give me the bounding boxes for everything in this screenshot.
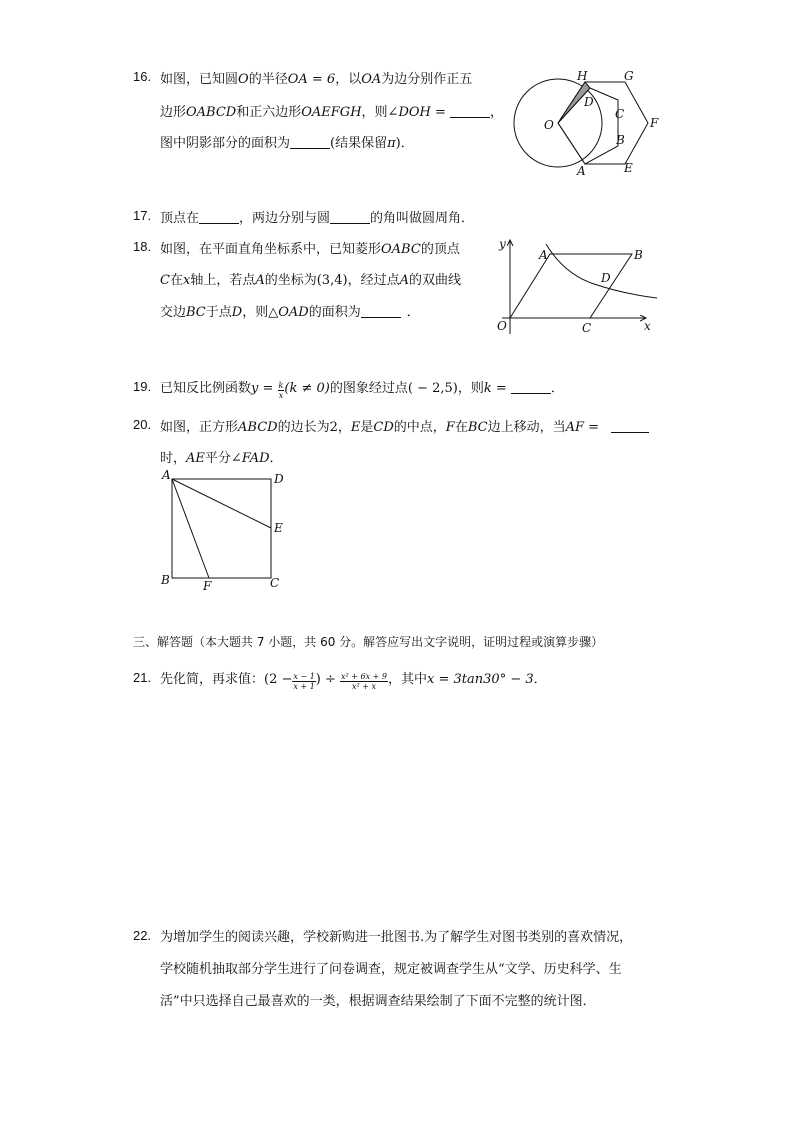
q19-text: ． xyxy=(550,381,564,396)
q18-text: 的坐标为 xyxy=(264,273,317,288)
q19-text: ，则 xyxy=(457,381,484,396)
q18-math: (3,4) xyxy=(316,273,348,288)
q17-text: 的角叫做圆周角． xyxy=(370,211,475,226)
q16-label-A: A xyxy=(577,164,586,178)
q20-text: 的中点， xyxy=(393,420,446,435)
answer-blank[interactable] xyxy=(361,305,401,318)
q16-hexagon xyxy=(558,82,648,164)
q17-number: 17. xyxy=(133,208,152,223)
q18-math: D xyxy=(231,305,243,320)
q20-text: ， xyxy=(337,420,351,435)
section-heading: 三、解答题（本大题共 7 小题，共 60 分。解答应写出文字说明，证明过程或演算步骤） xyxy=(133,635,604,649)
q18-figure xyxy=(494,234,662,338)
q20-text: 如图，正方形 xyxy=(160,420,239,435)
q20-label-D: D xyxy=(274,472,284,486)
q21-line xyxy=(160,668,547,691)
q18-line-1 xyxy=(160,238,460,257)
q18-text: ． xyxy=(406,305,420,320)
q16-line-2 xyxy=(160,101,503,120)
q20-math: BC xyxy=(467,420,488,435)
q16-text: ，则∠ xyxy=(361,105,399,120)
q16-math: π xyxy=(387,136,396,151)
q18-math: OAD xyxy=(278,305,309,320)
q19-text: 的图象经过点 xyxy=(329,381,408,396)
q18-text: 于点 xyxy=(205,305,232,320)
q21-text: ，其中 xyxy=(388,672,428,687)
q22-line-3: 活”中只选择自己最喜欢的一类，根据调查结果绘制了下面不完整的统计图． xyxy=(160,994,596,1009)
q20-number: 20. xyxy=(133,417,152,432)
q16-label-O: O xyxy=(544,118,554,132)
answer-blank[interactable] xyxy=(199,211,239,224)
q18-math: A xyxy=(255,273,265,288)
q16-math: OA = 6 xyxy=(287,72,336,87)
q16-math: O xyxy=(238,72,249,87)
q19-number: 19. xyxy=(133,379,152,394)
q20-square xyxy=(172,479,271,578)
q18-text: 如图，在平面直角坐标系中，已知菱形 xyxy=(160,242,382,257)
q16-label-G: G xyxy=(624,69,634,83)
q18-label-y: y xyxy=(499,237,506,251)
q19-math: k = xyxy=(483,381,511,396)
q19-math: ( − 2,5) xyxy=(407,381,458,396)
q20-label-E: E xyxy=(274,521,283,535)
q16-label-D: D xyxy=(584,95,594,109)
q22-number: 22. xyxy=(133,928,152,943)
q16-text: ，以 xyxy=(335,72,362,87)
q16-label-E: E xyxy=(624,161,633,175)
q18-text: 的双曲线 xyxy=(408,273,461,288)
q16-line-1 xyxy=(160,68,472,87)
q18-number: 18. xyxy=(133,239,152,254)
q17-text: ，两边分别与圆 xyxy=(239,211,331,226)
q18-math: x xyxy=(182,273,191,288)
q20-label-B: B xyxy=(161,573,170,587)
q18-text: 交边 xyxy=(160,305,187,320)
q20-line-1 xyxy=(160,416,649,435)
q20-line-2 xyxy=(160,447,283,466)
q20-segment-AE xyxy=(172,479,271,528)
q18-math: C xyxy=(160,273,170,288)
q18-text: ，则△ xyxy=(242,305,279,320)
q18-label-A: A xyxy=(539,248,548,262)
frac-denominator: x + 1 xyxy=(293,682,315,691)
q18-label-O: O xyxy=(497,319,507,333)
q18-label-C: C xyxy=(582,321,592,335)
q20-math: CD xyxy=(373,420,394,435)
q16-text: 的半径 xyxy=(248,72,288,87)
q16-figure xyxy=(508,66,668,178)
q20-label-F: F xyxy=(203,579,212,593)
q20-text: 在 xyxy=(454,420,468,435)
q21-text: ． xyxy=(533,672,547,687)
frac-denominator: x xyxy=(278,391,284,400)
q16-text: 图中阴影部分的面积为 xyxy=(160,136,291,151)
q22-line-1: 为增加学生的阅读兴趣，学校新购进一批图书.为了解学生对图书类别的喜欢情况， xyxy=(160,930,633,945)
q18-label-x: x xyxy=(644,319,651,333)
q18-line-3 xyxy=(160,301,420,320)
q20-segment-AF xyxy=(172,479,209,578)
q20-math: ABCD xyxy=(238,420,278,435)
q16-text: 为边分别作正五 xyxy=(381,72,473,87)
q18-line-2 xyxy=(160,269,461,288)
q20-math: AE xyxy=(186,451,205,466)
q16-label-C: C xyxy=(615,107,625,121)
q17-text: 顶点在 xyxy=(160,211,200,226)
q20-text: 的边长为 xyxy=(277,420,330,435)
q16-number: 16. xyxy=(133,69,152,84)
q20-text: 边上移动，当 xyxy=(487,420,566,435)
frac-numerator: k xyxy=(278,381,284,390)
q20-label-A: A xyxy=(162,468,171,482)
q22-line-2: 学校随机抽取部分学生进行了问卷调查，规定被调查学生从“文学、历史科学、生 xyxy=(160,962,622,977)
q18-math: BC xyxy=(186,305,206,320)
q18-rhombus xyxy=(510,254,632,318)
q16-math: DOH xyxy=(398,105,431,120)
q20-text: 时， xyxy=(160,451,187,466)
q21-number: 21. xyxy=(133,670,152,685)
q16-label-H: H xyxy=(577,69,588,83)
q21-fraction-1 xyxy=(292,672,315,691)
q20-math: 2 xyxy=(329,420,338,435)
q20-math: E xyxy=(350,420,361,435)
q18-text: 轴上，若点 xyxy=(190,273,256,288)
q16-line-3 xyxy=(160,132,414,151)
q16-text: 如图，已知圆 xyxy=(160,72,239,87)
answer-blank[interactable] xyxy=(450,105,490,118)
answer-blank[interactable] xyxy=(290,136,330,149)
q21-math: ) ÷ xyxy=(315,672,336,687)
q20-text: 是 xyxy=(360,420,374,435)
q16-text: = xyxy=(430,105,451,120)
q20-label-C: C xyxy=(270,576,280,590)
q19-math: y = xyxy=(251,381,278,396)
q20-figure xyxy=(158,468,288,596)
q18-label-D: D xyxy=(601,271,611,285)
q18-text: 的面积为 xyxy=(308,305,361,320)
frac-numerator: x² + 6x + 9 xyxy=(341,672,388,681)
frac-denominator: x² + x xyxy=(352,682,377,691)
q16-math: OAEFGH xyxy=(301,105,362,120)
q16-text: )． xyxy=(395,136,414,151)
frac-numerator: x − 1 xyxy=(293,672,315,681)
q16-math: OABCD xyxy=(186,105,237,120)
q21-math: (2 − xyxy=(264,672,293,687)
q20-math: FAD xyxy=(241,451,270,466)
q16-label-F: F xyxy=(650,116,659,130)
q16-text: ， xyxy=(490,105,504,120)
q21-text: 先化简，再求值： xyxy=(160,672,265,687)
q16-label-B: B xyxy=(616,133,625,147)
q19-text: 已知反比例函数 xyxy=(160,381,252,396)
q19-line xyxy=(160,377,564,400)
q16-math: OA xyxy=(361,72,382,87)
answer-blank[interactable] xyxy=(330,211,370,224)
q18-text: ，经过点 xyxy=(347,273,400,288)
q21-math: x = 3tan30° − 3 xyxy=(427,672,534,687)
q20-math: F xyxy=(445,420,455,435)
answer-blank[interactable] xyxy=(611,420,649,433)
q18-text: 在 xyxy=(169,273,183,288)
q18-text: 的顶点 xyxy=(420,242,460,257)
q16-text: 和正六边形 xyxy=(236,105,302,120)
q16-text: (结果保留 xyxy=(330,136,388,151)
q19-math: (k ≠ 0) xyxy=(284,381,330,396)
q21-fraction-2 xyxy=(340,672,388,691)
q18-math: A xyxy=(399,273,409,288)
answer-blank[interactable] xyxy=(511,381,551,394)
q20-text: 平分∠ xyxy=(204,451,242,466)
q18-label-B: B xyxy=(634,248,643,262)
q18-math: OABC xyxy=(381,242,421,257)
q17-line xyxy=(160,207,474,226)
q16-text: 边形 xyxy=(160,105,187,120)
q20-math: AF = xyxy=(565,420,604,435)
q20-text: ． xyxy=(269,451,283,466)
